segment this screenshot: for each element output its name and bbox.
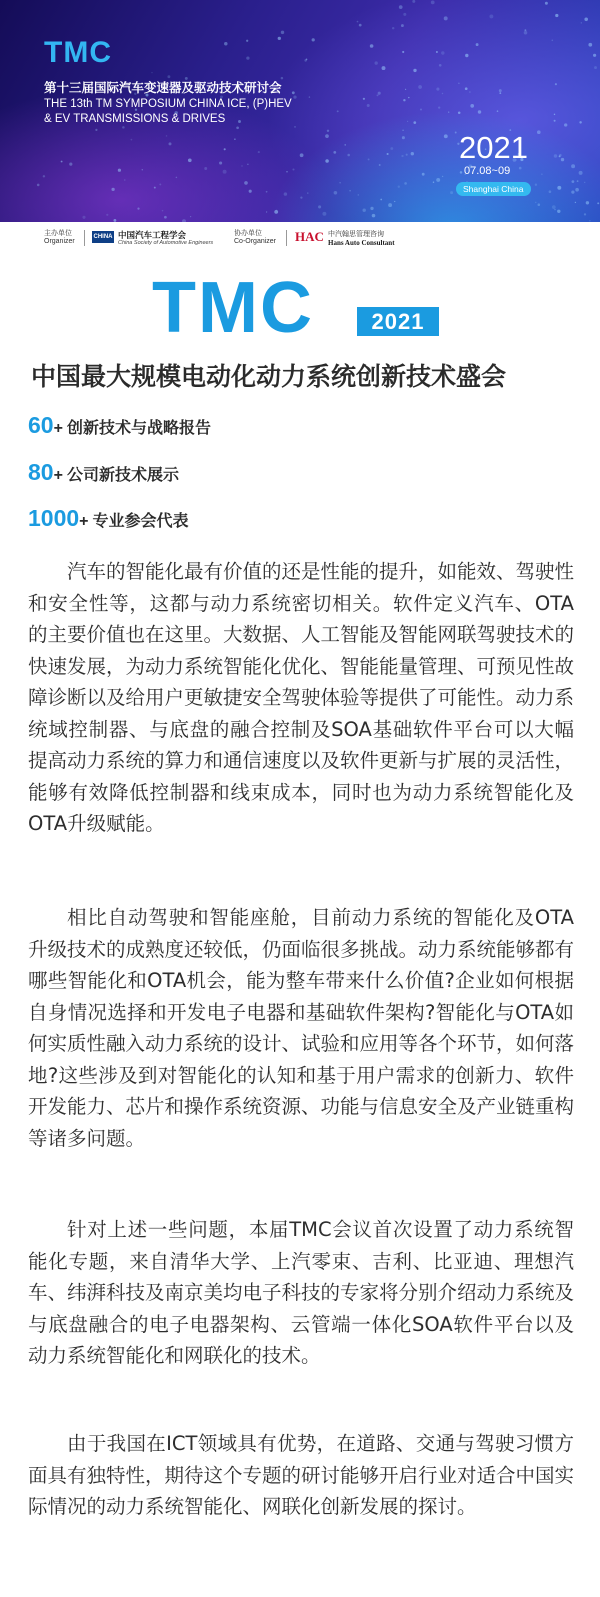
stat-label: 专业参会代表 bbox=[92, 511, 189, 530]
stat-label: 公司新技术展示 bbox=[66, 465, 179, 484]
stat-item bbox=[28, 459, 179, 486]
stat-number: 60 bbox=[28, 412, 54, 438]
hac-logo: HAC bbox=[295, 229, 324, 244]
banner-title-cn: 第十三届国际汽车变速器及驱动技术研讨会 bbox=[44, 80, 282, 95]
banner-year: 2021 bbox=[459, 130, 528, 165]
banner-logo: TMC bbox=[44, 36, 112, 69]
stat-number: 80 bbox=[28, 459, 54, 485]
sae-logo: CHINA SAE bbox=[92, 231, 114, 243]
stat-plus: + bbox=[79, 513, 89, 530]
society-name-cn: 中国汽车工程学会 bbox=[118, 230, 187, 240]
stat-plus: + bbox=[53, 420, 63, 437]
coorganizer-label-en: Co-Organizer bbox=[234, 238, 277, 245]
consultant-name-cn: 中汽翰思管理咨询 bbox=[328, 231, 384, 238]
stat-plus: + bbox=[53, 467, 63, 484]
event-logo: TMC bbox=[152, 268, 314, 348]
organizer-strip bbox=[0, 222, 600, 252]
organizer-label-en: Organizer bbox=[44, 238, 75, 245]
divider bbox=[286, 230, 287, 246]
stat-number: 1000 bbox=[28, 505, 80, 531]
divider bbox=[84, 230, 85, 246]
stat-item bbox=[28, 505, 189, 532]
body-paragraph: 由于我国在ICT领域具有优势，在道路、交通与驾驶习惯方面具有独特性，期待这个专题的研讨能够开启行业对适合中国实际情况的动力系统智能化、网联化创新发展的探讨。 bbox=[28, 1432, 575, 1518]
coorganizer-label-cn: 协办单位 bbox=[234, 230, 262, 237]
society-name-en: China Society of Automotive Engineers bbox=[118, 240, 214, 246]
banner-title-en bbox=[44, 97, 292, 127]
banner-title-en-line1: THE 13th TM SYMPOSIUM CHINA ICE, (P)HEV bbox=[44, 98, 292, 110]
stat-label: 创新技术与战略报告 bbox=[66, 418, 211, 437]
event-headline: 中国最大规模电动化动力系统创新技术盛会 bbox=[31, 362, 507, 391]
body-paragraph: 针对上述一些问题，本届TMC会议首次设置了动力系统智能化专题，来自清华大学、上汽零束、吉利、比亚迪、理想汽车、纬湃科技及南京美均电子科技的专家将分别介绍动力系统及与底盘融合的电子电器架构、云管端一体化SOA软件平台以及动力系统智能化和网联化的技术。 bbox=[28, 1218, 575, 1367]
stat-item bbox=[28, 412, 211, 439]
organizer-label-cn: 主办单位 bbox=[44, 230, 72, 237]
consultant-name-en: Hans Auto Consultant bbox=[328, 239, 395, 247]
event-year-badge: 2021 bbox=[357, 307, 439, 336]
banner-city-badge: Shanghai China bbox=[456, 182, 531, 196]
body-paragraph: 汽车的智能化最有价值的还是性能的提升，如能效、驾驶性和安全性等，这都与动力系统密切相关。软件定义汽车、OTA的主要价值也在这里。大数据、人工智能及智能网联驾驶技术的快速发展，为动力系统智能化优化、智能能量管理、可预见性故障诊断以及给用户更敏捷安全驾驶体验等提供了可能性。动力系统域控制器、与底盘的融合控制及SOA基础软件平台可以大幅提高动力系统的算力和通信速度以及软件更新与扩展的灵活性，能够有效降低控制器和线束成本，同时也为动力系统智能化及OTA升级赋能。 bbox=[28, 560, 575, 835]
banner-dates: 07.08~09 bbox=[464, 165, 511, 177]
body-paragraph: 相比自动驾驶和智能座舱，目前动力系统的智能化及OTA升级技术的成熟度还较低，仍面临很多挑战。动力系统能够都有哪些智能化和OTA机会，能为整车带来什么价值?企业如何根据自身情况选择和开发电子电器和基础软件架构?智能化与OTA如何实质性融入动力系统的设计、试验和应用等各个环节，如何落地?这些涉及到对智能化的认知和基于用户需求的创新力、软件开发能力、芯片和操作系统资源、功能与信息安全及产业链重构等诸多问题。 bbox=[28, 906, 575, 1150]
banner-title-en-line2: & EV TRANSMISSIONS & DRIVES bbox=[44, 113, 226, 125]
event-banner bbox=[0, 0, 600, 222]
